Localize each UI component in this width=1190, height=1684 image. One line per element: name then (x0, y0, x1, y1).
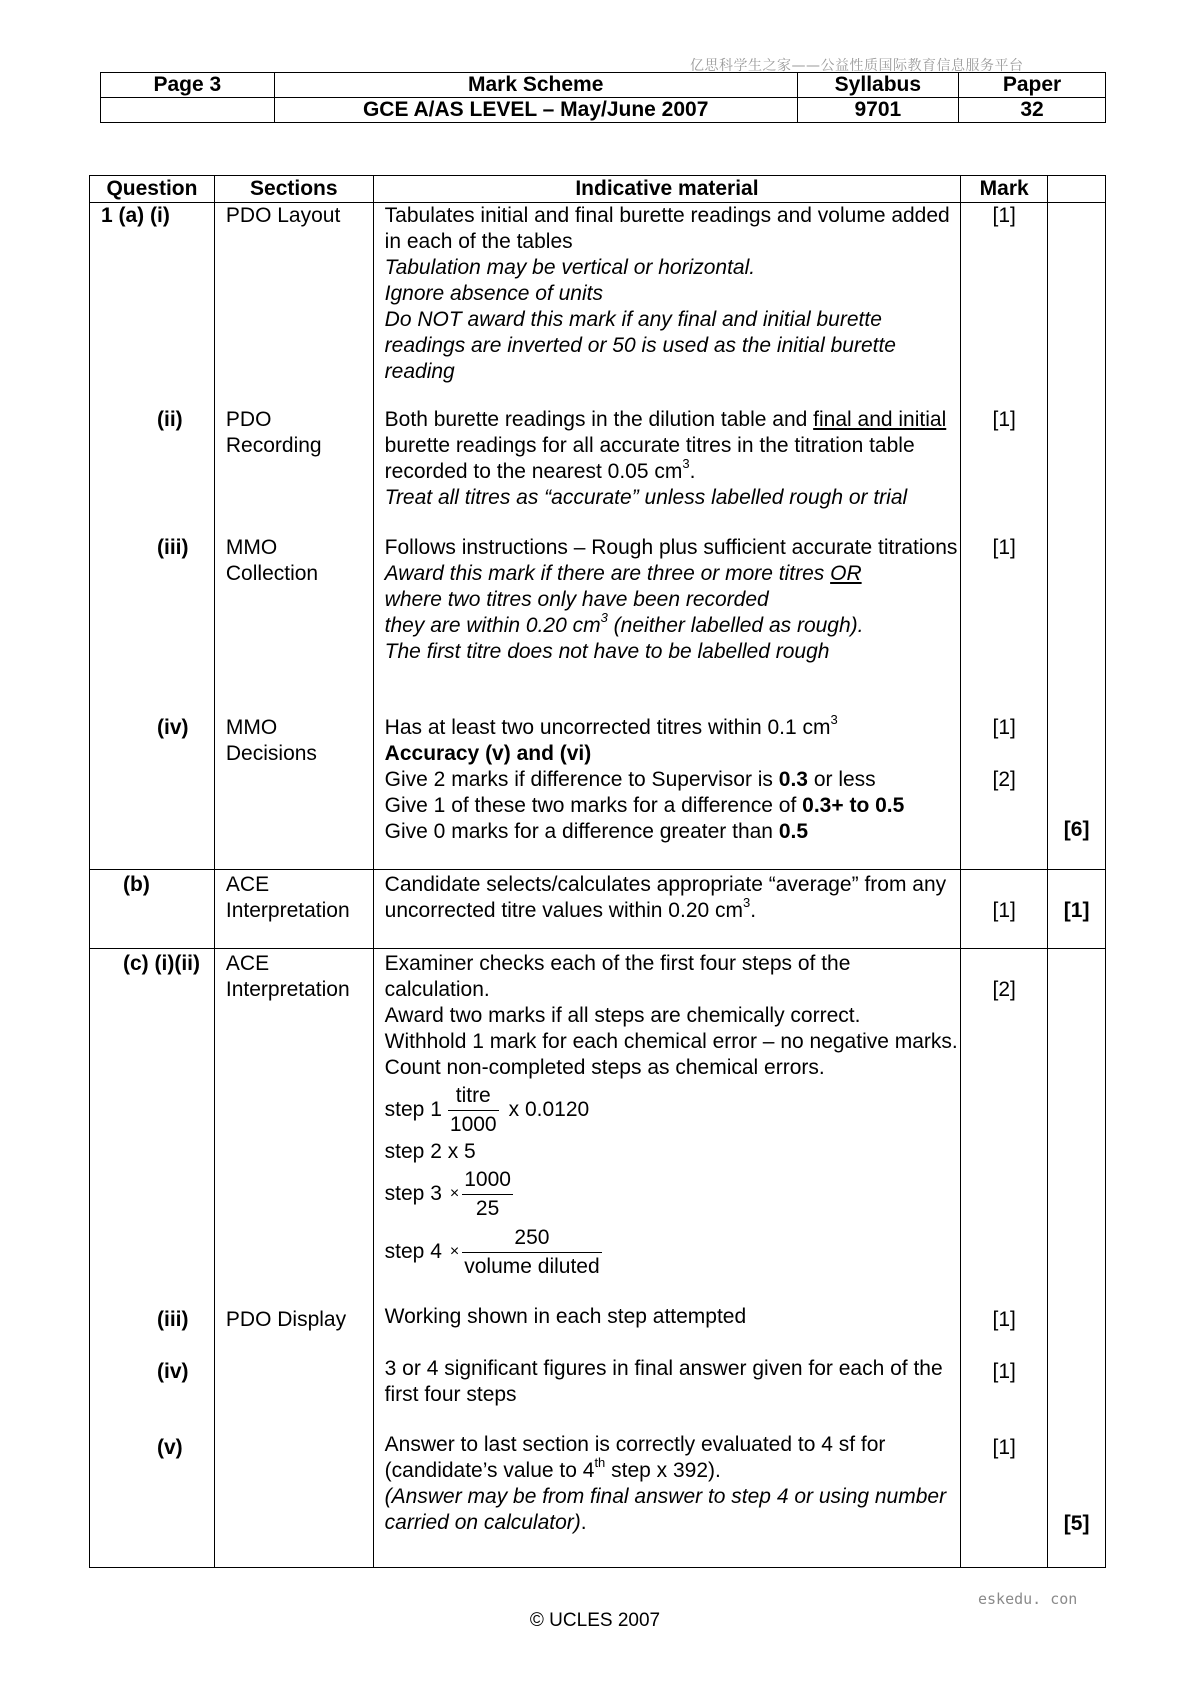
col-mark: Mark (961, 176, 1048, 203)
material-1c-i-ii: Examiner checks each of the first four steps of the calculation. Award two marks if all steps are chemically correct. Withhold 1 mark for each chemical error – no negative marks. Count non-completed steps as chemical errors. step 1 $\frac{\text{titre}}{1000}$ x 0.0120 step 2 x 5 step 3 × $\frac{1000}{25}$ step 4 × $\frac{250}{\text{volume diluted}}$ (385, 951, 960, 1281)
mark-scheme-table (89, 175, 1106, 1568)
mark-1a-iii: [1] (992, 536, 1016, 559)
header-paper: Paper (959, 73, 1106, 98)
mark-1c-iv: [1] (992, 1360, 1016, 1383)
header-mark-scheme: Mark Scheme (274, 73, 797, 98)
total-b: [1] (1063, 899, 1090, 922)
section-pdo-recording: PDO Recording (225, 408, 322, 457)
section-ace-interpretation-b: ACE Interpretation (225, 873, 350, 922)
section-c-row (90, 949, 1106, 1568)
total-c: [5] (1063, 1512, 1090, 1535)
question-1a-ii: (ii) (157, 408, 183, 431)
header-exam: GCE A/AS LEVEL – May/June 2007 (274, 98, 797, 123)
question-1a-iii: (iii) (157, 536, 189, 559)
section-mmo-collection: MMO Collection (225, 536, 319, 585)
section-pdo-display: PDO Display (225, 1308, 347, 1331)
col-indicative-material: Indicative material (373, 176, 961, 203)
question-1c-i-ii: (c) (i)(ii) (123, 952, 200, 975)
col-total (1048, 176, 1106, 203)
material-1a-ii: Both burette readings in the dilution table and final and initial burette readings for all accurate titres in the titration table recorded to the nearest 0.05 $cm^3$. Treat all titres as “accurate” unless labelled rough or trial (384, 408, 947, 509)
calc-step-1: step 1 $\frac{\text{titre}}{1000}$ x 0.0120 (384, 1083, 590, 1136)
col-sections: Sections (214, 176, 373, 203)
calc-step-3: step 3 × $\frac{1000}{25}$ (384, 1167, 511, 1220)
calc-step-4: step 4 × $\frac{250}{\text{volume diluted}}$ (384, 1225, 600, 1278)
question-1a-iv: (iv) (157, 716, 189, 739)
section-pdo-layout: PDO Layout (225, 204, 341, 227)
material-1a-i: Tabulates initial and final burette readings and volume added in each of the tables Tabulation may be vertical or horizontal. Ignore absence of units Do NOT award this mark if any final and initial burette readings are inverted or 50 is used as the initial burette reading (384, 204, 950, 383)
total-a: [6] (1063, 818, 1090, 841)
mark-1c-i-ii: [2] (992, 978, 1016, 1001)
mark-1a-iv: [1] (992, 716, 1016, 739)
section-a-row (90, 203, 1106, 870)
calc-step-2: step 2 x 5 (384, 1140, 476, 1163)
question-1c-v: (v) (157, 1436, 183, 1459)
section-mmo-decisions: MMO Decisions (225, 716, 317, 765)
section-ace-interpretation-c: ACE Interpretation (225, 952, 350, 1001)
material-1a-iv: Has at least two uncorrected titres within 0.1 $cm^3$ Accuracy (v) and (vi) Give 2 marks if difference to Supervisor is 0.3 or less Give 1 of these two marks for a difference of 0.3+ to 0.5 Give 0 marks for a difference greater than 0.5 (384, 712, 905, 843)
material-1c-iv: 3 or 4 significant figures in final answer given for each of the first four steps (384, 1357, 943, 1406)
col-question: Question (90, 176, 215, 203)
mark-1a-accuracy: [2] (992, 768, 1016, 791)
material-1c-iii: Working shown in each step attempted (384, 1305, 747, 1328)
question-1a-i: 1 (a) (i) (101, 204, 170, 227)
mark-1c-v: [1] (992, 1436, 1016, 1459)
watermark-top: 亿思科学生之家——公益性质国际教育信息服务平台 (690, 58, 1024, 74)
watermark-bottom: eskedu. con (978, 1590, 1078, 1608)
header-blank (101, 98, 275, 123)
material-1a-iii: Follows instructions – Rough plus sufficient accurate titrations Award this mark if there are three or more titres OR where two titres only have been recorded they are within 0.20 $cm^3$ (neither labelled as rough). The first titre does not have to be labelled rough (384, 536, 958, 663)
header-syllabus: Syllabus (797, 73, 958, 98)
header-page: Page 3 (101, 73, 275, 98)
mark-1b: [1] (992, 899, 1016, 922)
mark-1c-iii: [1] (992, 1308, 1016, 1331)
material-1c-v: Answer to last section is correctly evaluated to 4 sf for (candidate’s value to 4th step x 392). (Answer may be from final answer to step 4 or using number carried on calculator). (384, 1433, 947, 1534)
section-b-row (90, 870, 1106, 949)
material-1b: Candidate selects/calculates appropriate “average” from any uncorrected titre values within 0.20 $cm^3$. (384, 873, 947, 922)
header-syllabus-code: 9701 (797, 98, 958, 123)
mark-1a-i: [1] (992, 204, 1016, 227)
footer-copyright: © UCLES 2007 (529, 1610, 661, 1631)
question-1c-iii: (iii) (157, 1308, 189, 1331)
question-1c-iv: (iv) (157, 1360, 189, 1383)
header-table (100, 72, 1106, 123)
mark-1a-ii: [1] (992, 408, 1016, 431)
question-1b: (b) (123, 873, 150, 896)
header-paper-number: 32 (959, 98, 1106, 123)
